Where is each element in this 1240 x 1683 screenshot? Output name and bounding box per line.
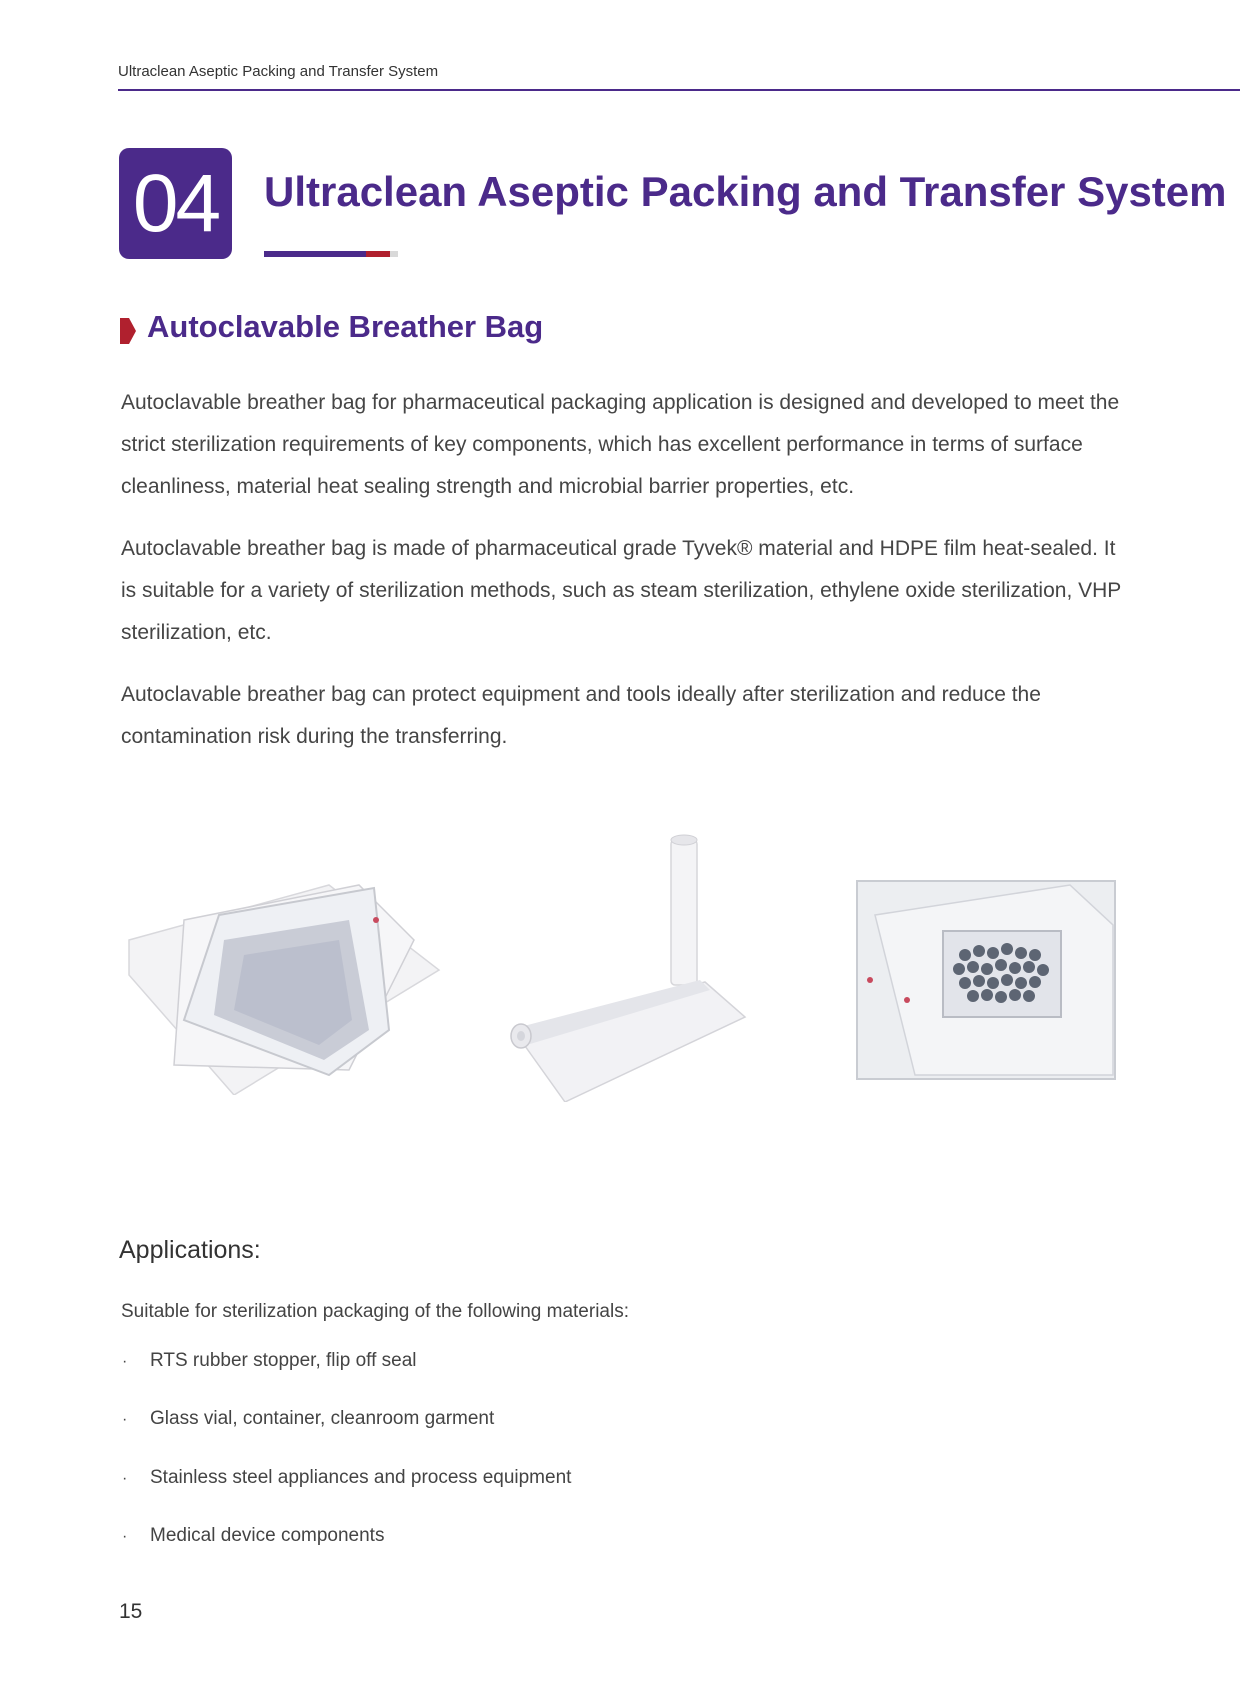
- applications-heading: Applications:: [119, 1236, 261, 1264]
- description-paragraph: Autoclavable breather bag is made of pharmaceutical grade Tyvek® material and HDPE film heat-sealed. It is suitable for a variety of sterilization methods, such as steam sterilization, ethylene oxide sterilization, VHP sterilization, etc.: [121, 537, 1121, 644]
- list-item: [122, 1467, 571, 1489]
- roll-material-photo: [505, 832, 755, 1102]
- section-marker-icon: [120, 318, 136, 344]
- chapter-number-badge: 04: [119, 148, 232, 259]
- list-item: [122, 1408, 494, 1430]
- bullet: ·: [122, 1528, 128, 1545]
- list-item: [122, 1350, 417, 1372]
- page-number: 15: [119, 1600, 143, 1623]
- list-item: [122, 1525, 384, 1547]
- title-underline-grey: [390, 251, 398, 257]
- description-paragraph: Autoclavable breather bag can protect equipment and tools ideally after sterilization and reduce the contamination risk during the transferring.: [121, 683, 1041, 748]
- running-header: Ultraclean Aseptic Packing and Transfer System: [118, 63, 439, 80]
- bag-with-stoppers-photo: [855, 875, 1120, 1085]
- list-item-text: Glass vial, container, cleanroom garment: [150, 1408, 495, 1429]
- list-item-text: Stainless steel appliances and process equipment: [150, 1467, 572, 1488]
- list-item-text: Medical device components: [150, 1525, 385, 1546]
- applications-intro: Suitable for sterilization packaging of the following materials:: [121, 1301, 629, 1322]
- list-item-text: RTS rubber stopper, flip off seal: [150, 1350, 417, 1371]
- title-underline-purple: [264, 251, 366, 257]
- header-rule: [118, 89, 1240, 91]
- section-title: Autoclavable Breather Bag: [147, 309, 544, 344]
- bullet: ·: [122, 1470, 128, 1487]
- chapter-title: Ultraclean Aseptic Packing and Transfer System: [264, 168, 1227, 215]
- breather-bag-stack-photo: [124, 880, 444, 1095]
- bullet: ·: [122, 1353, 128, 1370]
- bullet: ·: [122, 1411, 128, 1428]
- title-underline-red: [366, 251, 390, 257]
- description-paragraph: Autoclavable breather bag for pharmaceutical packaging application is designed and developed to meet the strict sterilization requirements of key components, which has excellent performance in terms of surface cleanliness, material heat sealing strength and microbial barrier properties, etc.: [121, 391, 1120, 498]
